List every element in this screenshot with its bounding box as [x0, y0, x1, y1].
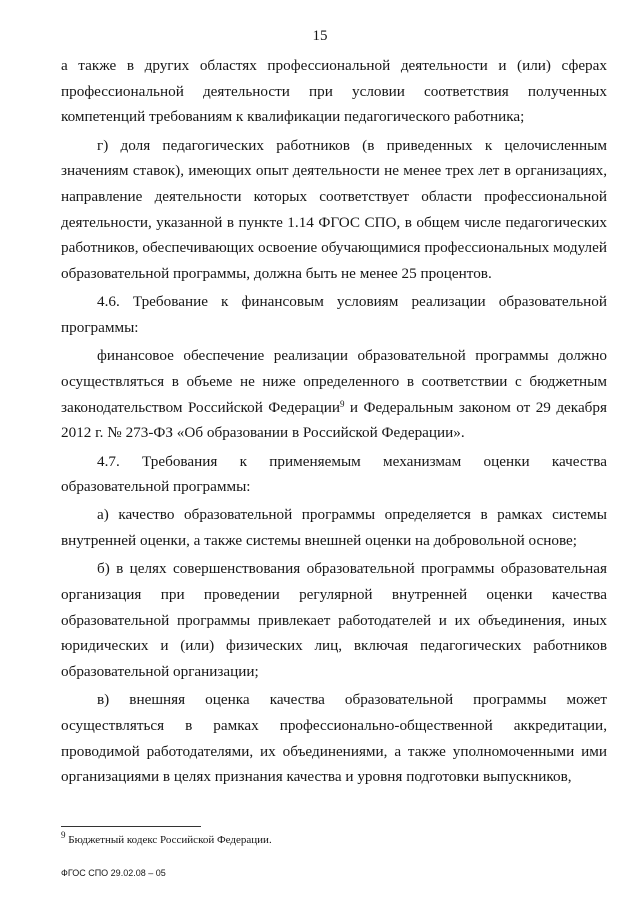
document-body	[61, 53, 607, 793]
footnote-reference[interactable]: 9	[339, 398, 345, 409]
paragraph: б) в целях совершенствования образовательной программы образовательная организация при проведении регулярной внутренней оценки качества образовательной программы привлекает работодателей и их объединения, иных юридических и (или) физических лиц, включая педагогических работников образовательной организации;	[61, 560, 607, 681]
paragraph-text: финансовое обеспечение реализации образовательной программы должно осуществляться в объеме не ниже определенного в соответствии с бюджетным законодательством Российской Федерации	[61, 347, 607, 416]
footnote-marker: 9	[61, 830, 66, 840]
paragraph: в) внешняя оценка качества образовательной программы может осуществляться в рамках профессионально-общественной аккредитации, проводимой работодателями, их объединениями, а также уполномоченными ими организациями в целях признания качества и уровня подготовки выпускников,	[61, 691, 607, 786]
page-number: 15	[312, 28, 328, 44]
paragraph-with-footnote	[61, 343, 607, 446]
footnote	[61, 830, 272, 846]
paragraph: 4.7. Требования к применяемым механизмам оценки качества образовательной программы:	[61, 452, 607, 496]
paragraph-text: и Федеральным законом от 29 декабря 2012 г. № 273-ФЗ «Об образовании в Российской Федерации».	[61, 398, 607, 442]
footnote-divider	[61, 826, 201, 827]
paragraph: 4.6. Требование к финансовым условиям реализации образовательной программы:	[61, 293, 607, 337]
paragraph: а) качество образовательной программы определяется в рамках системы внутренней оценки, а также системы внешней оценки на добровольной основе;	[61, 506, 607, 550]
paragraph: г) доля педагогических работников (в приведенных к целочисленным значениям ставок), имеющих опыт деятельности не менее трех лет в организациях, направление деятельности которых соответствует области профессиональной деятельности, указанной в пункте 1.14 ФГОС СПО, в общем числе педагогических работников, обеспечивающих освоение обучающимися профессиональных модулей образовательной программы, должна быть не менее 25 процентов.	[61, 136, 607, 283]
document-code: ФГОС СПО 29.02.08 – 05	[61, 868, 166, 878]
footnote-text: Бюджетный кодекс Российской Федерации.	[65, 834, 272, 846]
paragraph: а также в других областях профессиональной деятельности и (или) сферах профессиональной деятельности при условии соответствия полученных компетенций требованиям к квалификации педагогического работника;	[61, 57, 607, 126]
